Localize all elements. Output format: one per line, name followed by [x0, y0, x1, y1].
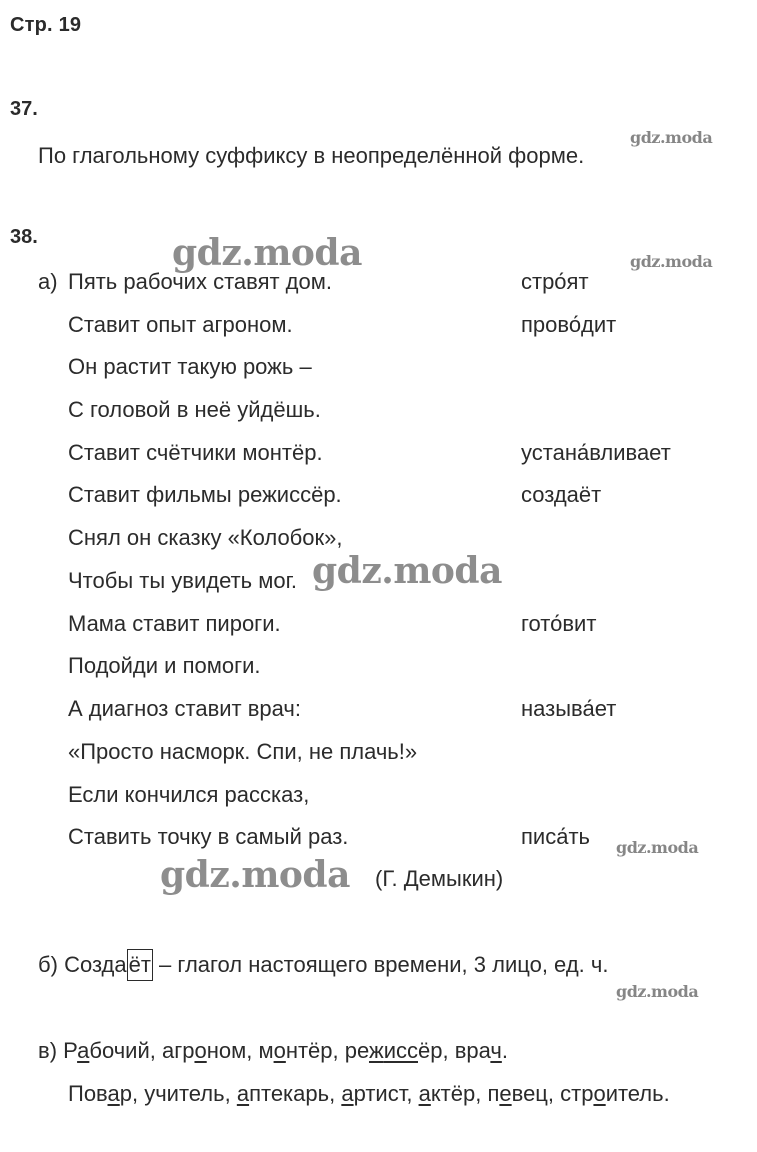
underlined-letters: сс: [396, 1038, 418, 1063]
text-segment: ном, м: [206, 1038, 274, 1063]
poem-line: Если кончился рассказ,: [68, 782, 310, 807]
text-segment: ртист,: [353, 1081, 419, 1106]
poem-author: (Г. Демыкин): [375, 866, 504, 891]
text-segment: птекарь,: [249, 1081, 342, 1106]
text-segment: нтёр, ре: [285, 1038, 369, 1063]
synonym-word: прово́дит: [521, 312, 617, 337]
underlined-letter: а: [341, 1081, 354, 1106]
text-segment: ктёр, п: [430, 1081, 500, 1106]
synonym-word: создаёт: [521, 482, 602, 507]
text-segment: итель.: [605, 1081, 670, 1106]
synonym-word: стро́ят: [521, 269, 589, 294]
underlined-letter: о: [593, 1081, 606, 1106]
synonym-word: писа́ть: [521, 824, 590, 849]
poem-line: Пять рабочих ставят дом.: [68, 269, 332, 294]
poem-line: Мама ставит пироги.: [68, 611, 281, 636]
watermark: gdz.moda: [630, 128, 713, 147]
poem-line: Подойди и помоги.: [68, 653, 261, 678]
text-segment: ёр, вра: [418, 1038, 491, 1063]
poem-line: С головой в неё уйдёшь.: [68, 397, 321, 422]
text-segment: бочий, агр: [89, 1038, 195, 1063]
watermark: gdz.moda: [312, 550, 502, 592]
word-stem: Созда: [64, 952, 127, 977]
poem-line: Снял он сказку «Колобок»,: [68, 525, 343, 550]
watermark: gdz.moda: [172, 232, 362, 274]
poem-line: Ставит опыт агроном.: [68, 312, 293, 337]
text-segment: .: [501, 1038, 508, 1063]
part-a-label: а): [38, 269, 58, 294]
poem-line: А диагноз ставит врач:: [68, 696, 301, 721]
page-header: [10, 14, 81, 37]
part-c-label: в): [38, 1038, 58, 1063]
part-b-description: – глагол настоящего времени, 3 лицо, ед. ч.: [152, 952, 609, 977]
synonym-word: называ́ет: [521, 696, 617, 721]
part-b-label: б): [38, 952, 58, 977]
part-b-word: [64, 952, 153, 977]
underlined-letter: о: [273, 1038, 286, 1063]
poem-line: Ставить точку в самый раз.: [68, 824, 349, 849]
watermark: gdz.moda: [616, 838, 699, 857]
text-segment: вец, стр: [511, 1081, 594, 1106]
poem-line: «Просто насморк. Спи, не плачь!»: [68, 739, 418, 764]
part-c-line-1: [38, 1038, 508, 1064]
text-segment: р, учитель,: [119, 1081, 237, 1106]
exercise-37-number: 37.: [10, 98, 38, 120]
text-segment: Р: [63, 1038, 78, 1063]
poem-line: Ставит счётчики монтёр.: [68, 440, 323, 465]
poem-line: Чтобы ты увидеть мог.: [68, 568, 298, 593]
part-c-line-2: [68, 1081, 670, 1107]
underlined-letter: а: [77, 1038, 90, 1063]
synonym-word: гото́вит: [521, 611, 597, 636]
underlined-letter: е: [499, 1081, 512, 1106]
suffix-box: ёт: [127, 949, 153, 981]
text-segment: Пов: [68, 1081, 108, 1106]
underlined-letter: ч: [490, 1038, 502, 1063]
part-b: [38, 952, 608, 981]
watermark: gdz.moda: [630, 252, 713, 271]
underlined-letter: а: [236, 1081, 250, 1106]
exercise-37-answer: По глагольному суффиксу в неопределённой форме.: [38, 143, 585, 168]
poem-line: Он растит такую рожь –: [68, 354, 312, 379]
synonym-word: устана́вливает: [521, 440, 671, 465]
underlined-letter: и: [383, 1038, 396, 1063]
watermark: gdz.moda: [616, 982, 699, 1001]
exercise-38-number: 38.: [10, 226, 38, 248]
underlined-letter: а: [418, 1081, 431, 1106]
part-c-words: [63, 1038, 508, 1063]
poem-line: Ставит фильмы режиссёр.: [68, 482, 342, 507]
underlined-letter: а: [107, 1081, 120, 1106]
watermark: gdz.moda: [160, 854, 350, 896]
underlined-letter: ж: [368, 1038, 384, 1063]
underlined-letter: о: [194, 1038, 207, 1063]
page-number: Стр. 19: [10, 14, 82, 36]
